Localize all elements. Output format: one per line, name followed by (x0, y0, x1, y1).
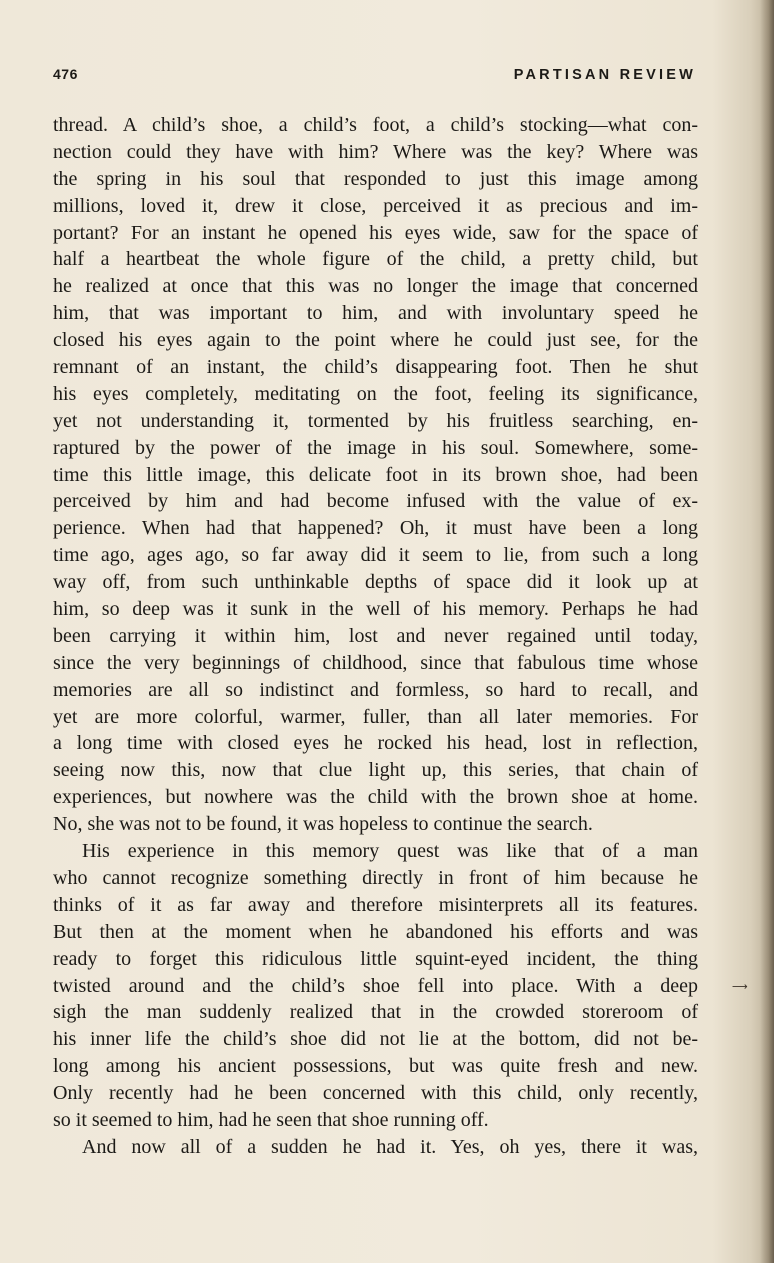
text-line: twisted around and the child’s shoe fell into place. With a deep (53, 974, 698, 997)
text-line: thinks of it as far away and therefore misinterprets all its features. (53, 893, 698, 916)
text-line: time ago, ages ago, so far away did it seem to lie, from such a long (53, 544, 698, 567)
text-line: His experience in this memory quest was like that of a man (82, 840, 698, 863)
text-line: closed his eyes again to the point where he could just see, for the (53, 329, 698, 352)
text-line: sigh the man suddenly realized that in the crowded storeroom of (53, 1001, 698, 1024)
text-line: thread. A child’s shoe, a child’s foot, a child’s stocking—what con- (53, 114, 698, 136)
text-line: so it seemed to him, had he seen that shoe running off. (53, 1108, 489, 1131)
text-line: seeing now this, now that clue light up, this series, that chain of (53, 759, 698, 782)
body-text (53, 112, 698, 1161)
text-line: a long time with closed eyes he rocked his head, lost in reflection, (53, 732, 698, 755)
text-line: Only recently had he been concerned with this child, only recently, (53, 1082, 698, 1105)
text-line: perceived by him and had become infused with the value of ex- (53, 490, 698, 513)
text-line: he realized at once that this was no longer the image that concerned (53, 275, 698, 298)
text-line: time this little image, this delicate foot in its brown shoe, had been (53, 463, 698, 486)
text-line: his eyes completely, meditating on the foot, feeling its significance, (53, 382, 698, 405)
text-line: nection could they have with him? Where was the key? Where was (53, 140, 698, 163)
text-line: half a heartbeat the whole figure of the child, a pretty child, but (53, 248, 698, 271)
text-line: been carrying it within him, lost and never regained until today, (53, 624, 698, 647)
text-line: who cannot recognize something directly in front of him because he (53, 866, 698, 889)
text-line: perience. When had that happened? Oh, it must have been a long (53, 517, 698, 540)
text-line: And now all of a sudden he had it. Yes, oh yes, there it was, (82, 1135, 698, 1158)
text-line: millions, loved it, drew it close, perceived it as precious and im- (53, 194, 698, 217)
text-line: his inner life the child’s shoe did not lie at the bottom, did not be- (53, 1028, 698, 1051)
text-line: raptured by the power of the image in his soul. Somewhere, some- (53, 436, 698, 459)
page-number: 476 (53, 66, 78, 82)
text-line: ready to forget this ridiculous little squint-eyed incident, the thing (53, 947, 698, 970)
text-line: yet are more colorful, warmer, fuller, than all later memories. For (53, 705, 698, 728)
margin-pencil-mark-icon: ⟶ (732, 980, 748, 993)
text-line: experiences, but nowhere was the child with the brown shoe at home. (53, 786, 698, 809)
text-line: But then at the moment when he abandoned his efforts and was (53, 920, 698, 943)
text-line: the spring in his soul that responded to just this image among (53, 167, 698, 190)
text-line: long among his ancient possessions, but was quite fresh and new. (53, 1055, 698, 1078)
text-line: yet not understanding it, tormented by his fruitless searching, en- (53, 409, 698, 432)
text-line: No, she was not to be found, it was hopeless to continue the search. (53, 813, 593, 836)
page-header (53, 66, 696, 88)
text-line: him, so deep was it sunk in the well of his memory. Perhaps he had (53, 598, 698, 621)
page-spine-shadow (760, 0, 774, 1263)
text-line: since the very beginnings of childhood, since that fabulous time whose (53, 651, 698, 674)
text-line: portant? For an instant he opened his eyes wide, saw for the space of (53, 221, 698, 244)
text-line: remnant of an instant, the child’s disappearing foot. Then he shut (53, 356, 698, 379)
text-line: him, that was important to him, and with involuntary speed he (53, 302, 698, 325)
running-head: PARTISAN REVIEW (513, 67, 696, 83)
text-line: memories are all so indistinct and formless, so hard to recall, and (53, 678, 698, 701)
text-line: way off, from such unthinkable depths of space did it look up at (53, 571, 698, 594)
